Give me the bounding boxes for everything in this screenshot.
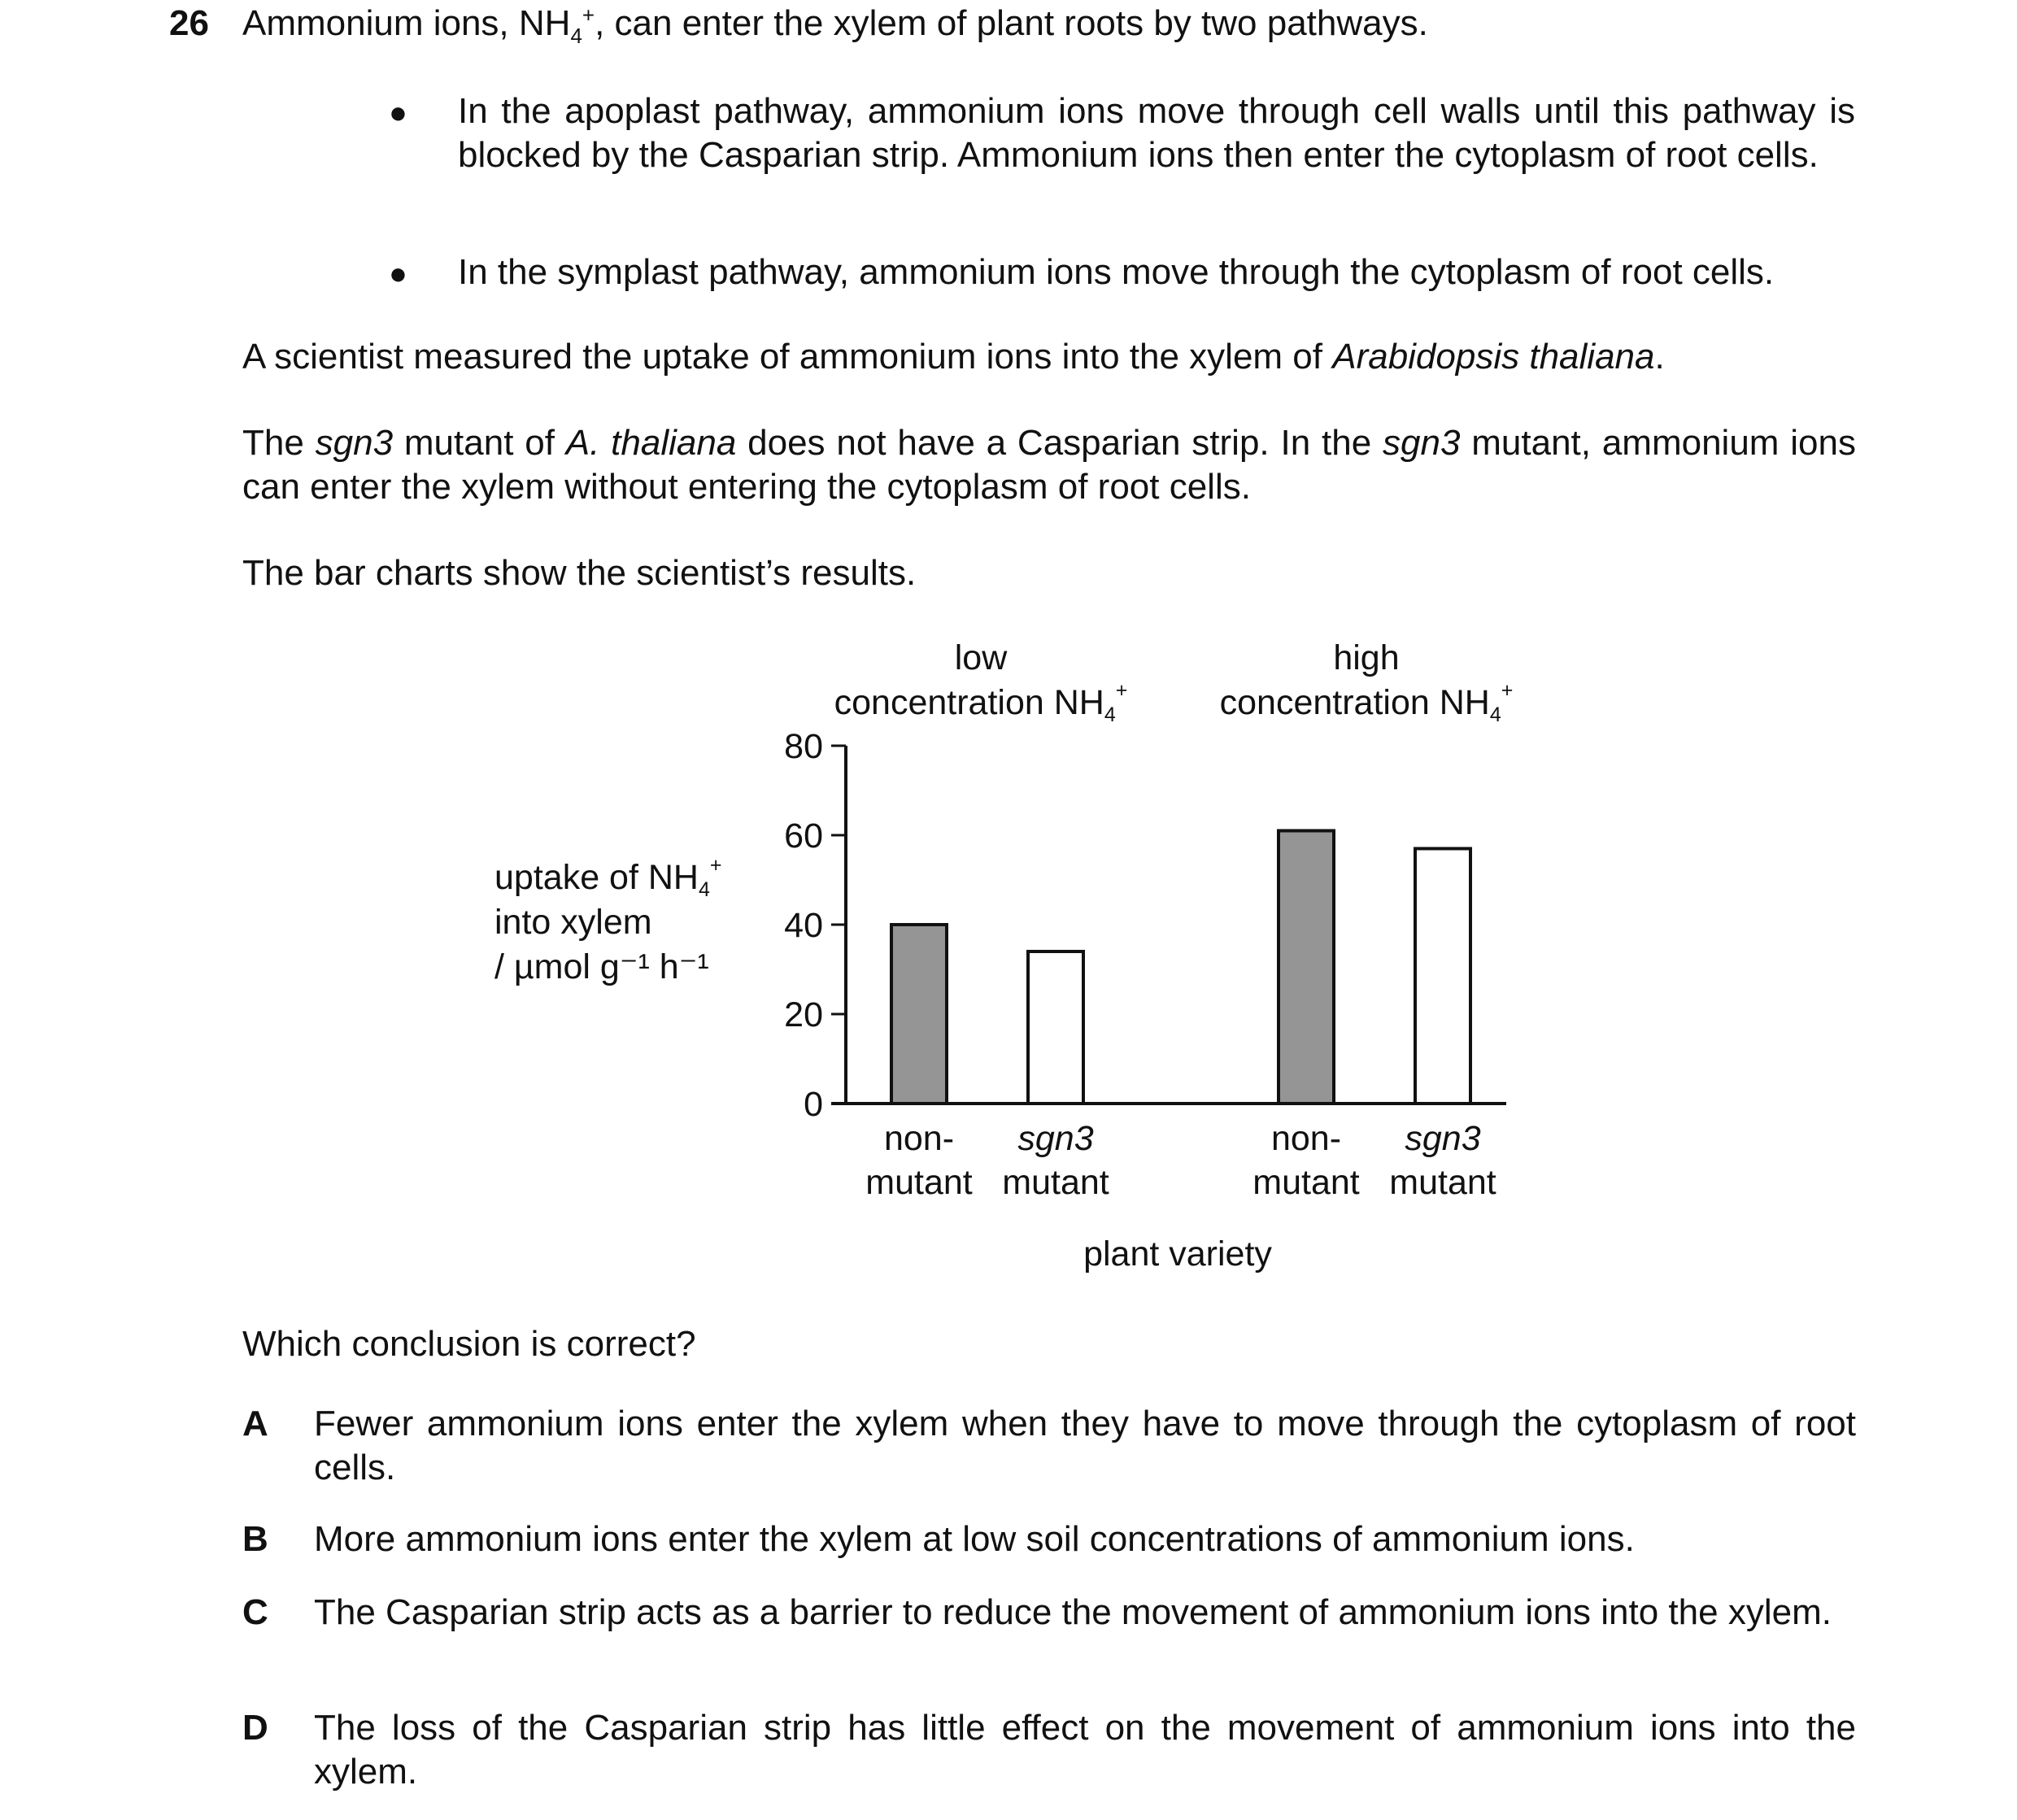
p2-g: mutant, ammonium ions can enter the xylem without entering the cytoplasm of root cells.	[242, 423, 1856, 507]
p2-f: sgn3	[1383, 423, 1461, 463]
p1-text: A scientist measured the uptake of ammonium ions into the xylem of	[242, 337, 1333, 377]
p2-b: sgn3	[315, 423, 394, 463]
option-b-letter[interactable]: B	[242, 1519, 268, 1559]
y-tick-label-80: 80	[784, 727, 823, 766]
intro-text-pre: Ammonium ions, NH	[242, 3, 571, 43]
bullet-dot: ●	[389, 96, 407, 130]
p2-d: A. thaliana	[565, 423, 737, 463]
p2-e: does not have a Casparian strip. In the	[736, 423, 1383, 463]
y-axis-label-line2: into xylem	[494, 903, 652, 942]
y-axis-label-line3: / µmol g⁻¹ h⁻¹	[494, 947, 709, 986]
group-header-low-line2: concentration $NH_4^+$	[834, 679, 1128, 726]
y-tick-label-0: 0	[804, 1085, 823, 1124]
bar-high-non-mutant	[1279, 831, 1334, 1104]
bar-high-sgn3-mutant	[1415, 849, 1470, 1104]
option-a-text[interactable]: Fewer ammonium ions enter the xylem when they have to move through the cytoplasm of root cells.	[314, 1404, 1856, 1487]
x-axis-label: plant variety	[1083, 1234, 1272, 1274]
y-tick-label-20: 20	[784, 995, 823, 1034]
x-category-label-line2: mutant	[865, 1163, 973, 1202]
x-category-label-line1: non-	[1270, 1119, 1342, 1158]
x-category-label-line2: mutant	[1389, 1163, 1496, 1202]
intro-sup: +	[582, 2, 595, 28]
bullet-text-symplast: In the symplast pathway, ammonium ions move through the cytoplasm of root cells.	[458, 252, 1775, 292]
bar-low-sgn3-mutant	[1028, 951, 1083, 1104]
bullet-text-apoplast: In the apoplast pathway, ammonium ions move through cell walls until this pathway is blocked by the Casparian strip. Ammonium ions then enter the cytoplasm of root cells.	[458, 91, 1855, 175]
x-category-label-line1: sgn3	[1405, 1119, 1481, 1158]
bullet-dot: ●	[389, 257, 407, 291]
p2-a: The	[242, 423, 316, 463]
x-category-label-line1: sgn3	[1017, 1119, 1094, 1158]
x-category-label-line2: mutant	[1252, 1163, 1360, 1202]
option-d-text[interactable]: The loss of the Casparian strip has little effect on the movement of ammonium ions into the xylem.	[314, 1708, 1856, 1792]
paragraph-results: The bar charts show the scientist’s results.	[242, 553, 917, 593]
question-prompt: Which conclusion is correct?	[242, 1324, 696, 1364]
p2-c: mutant of	[393, 423, 566, 463]
option-c-text[interactable]: The Casparian strip acts as a barrier to reduce the movement of ammonium ions into the xylem.	[314, 1592, 1832, 1632]
intro-sub: 4	[570, 23, 582, 48]
x-category-label-line1: non-	[883, 1119, 955, 1158]
y-tick-label-40: 40	[784, 906, 823, 945]
question-number: 26	[169, 3, 209, 43]
option-c-letter[interactable]: C	[242, 1592, 268, 1632]
p1-species: Arabidopsis thaliana	[1332, 337, 1655, 377]
intro-text-post: , can enter the xylem of plant roots by two pathways.	[595, 3, 1428, 43]
group-header-high-line2: concentration $NH_4^+$	[1219, 679, 1514, 726]
group-header-high-line1: high	[1333, 638, 1400, 677]
option-b-text[interactable]: More ammonium ions enter the xylem at low soil concentrations of ammonium ions.	[314, 1519, 1635, 1559]
option-d-letter[interactable]: D	[242, 1708, 268, 1748]
p1-end: .	[1654, 337, 1665, 377]
bar-low-non-mutant	[891, 925, 947, 1104]
y-tick-label-60: 60	[784, 816, 823, 856]
y-axis-label-line1: uptake of $NH_4^+$	[494, 854, 722, 901]
option-a-letter[interactable]: A	[242, 1404, 268, 1443]
x-category-label-line2: mutant	[1002, 1163, 1109, 1202]
group-header-low-line1: low	[954, 638, 1008, 677]
